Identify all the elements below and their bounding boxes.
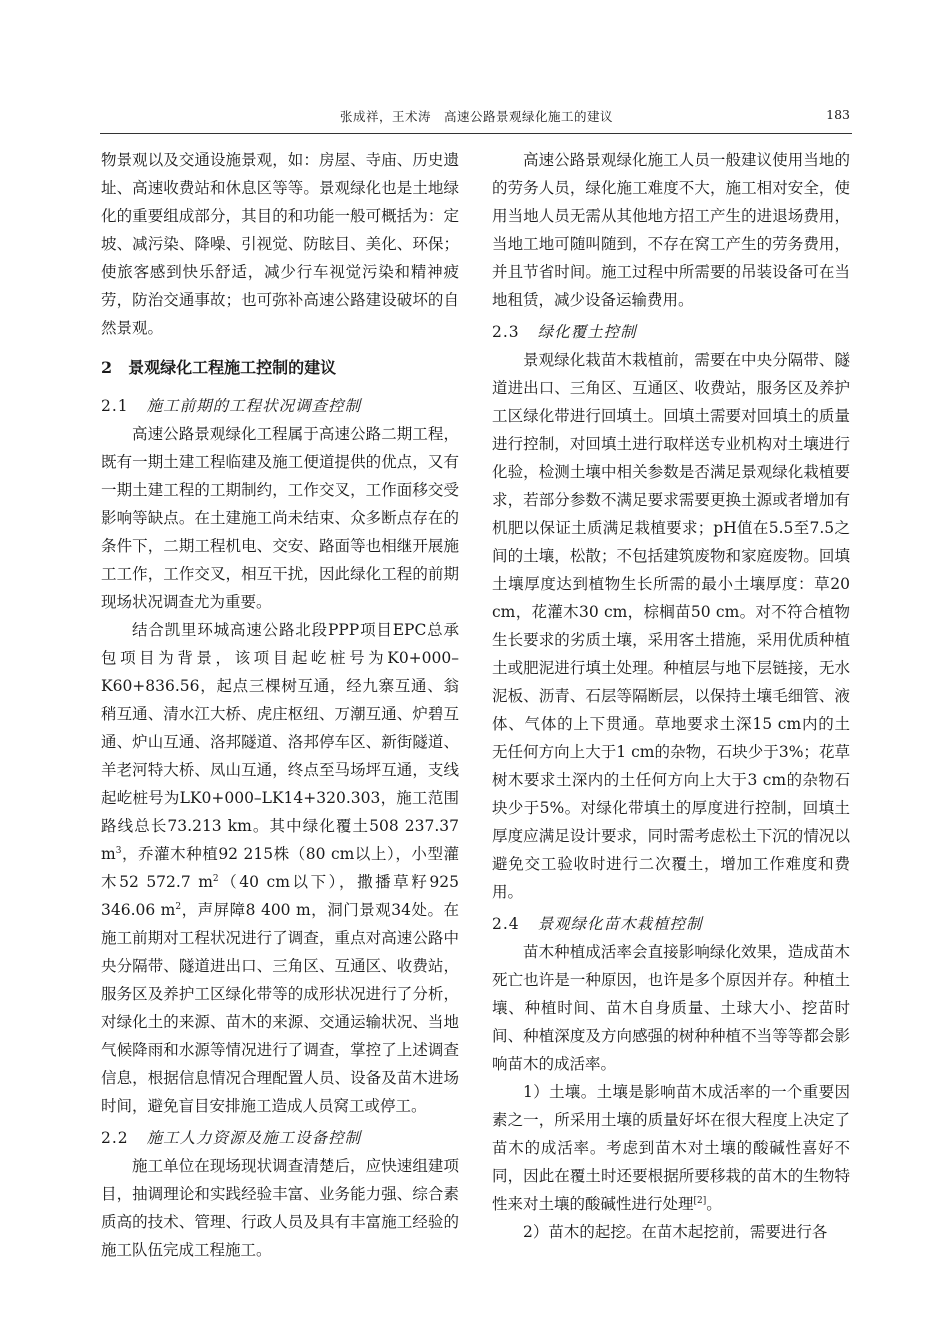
paragraph: 景观绿化栽苗木栽植前，需要在中央分隔带、隧道进出口、三角区、互通区、收费站，服务区及养护工区绿化带进行回填土。回填土需要对回填土的质量进行控制，对回填土进行取样送专业机构对土壤进行化验，检测土壤中相关参数是否满足景观绿化栽植要求，若部分参数不满足要求需要更换土源或者增加有机肥以保证土质满足栽植要求；pH值在5.5至7.5之间的土壤，松散；不包括建筑废物和家庭废物。回填土壤厚度达到植物生长所需的最小土壤厚度：草20 cm，花灌木30 cm，棕榈苗50 cm。对不符合植物生长要求的劣质土壤，采用客土措施，采用优质种植土或肥泥进行填土处理。种植层与地下层链接，无水泥板、沥青、石层等隔断层，以保持土壤毛细管、液体、气体的上下贯通。草地要求土深15 cm内的土无任何方向上大于1 cm的杂物，石块少于3%；花草树木要求土深内的土任何方向上大于3 cm的杂物石块少于5%。对绿化带填土的厚度进行控制，回填土厚度应满足设计要求，同时需考虑松土下沉的情况以避免交工验收时进行二次覆土，增加工作难度和费用。 (492, 351, 850, 901)
paragraph-text: 1）土壤。土壤是影响苗木成活率的一个重要因素之一，所采用土壤的质量好坏在很大程度上决定了苗木的成活率。考虑到苗木对土壤的酸碱性喜好不同，因此在覆土时还要根据所要移栽的苗木的生物特性来对土壤的酸碱性进行处理 (492, 1083, 850, 1213)
subsection-number: 2.3 (492, 323, 520, 341)
subsection-number: 2.2 (101, 1129, 129, 1147)
paragraph: 2）苗木的起挖。在苗木起挖前，需要进行各 (523, 1223, 828, 1241)
paragraph-text: 。 (706, 1195, 722, 1213)
paragraph: 施工单位在现场现状调查清楚后，应快速组建项目，抽调理论和实践经验丰富、业务能力强、综合素质高的技术、管理、行政人员及具有丰富施工经验的施工队伍完成工程施工。 (101, 1157, 459, 1259)
subsection-title: 绿化覆土控制 (537, 323, 637, 341)
subsection-heading-2-1 (101, 392, 459, 420)
left-column (101, 146, 459, 1264)
superscript: 2 (212, 873, 219, 884)
subsection-heading-2-3 (492, 318, 850, 346)
subsection-title: 施工前期的工程状况调查控制 (146, 397, 362, 415)
subsection-title: 施工人力资源及施工设备控制 (146, 1129, 362, 1147)
page-number: 183 (826, 107, 850, 122)
citation-ref: [2] (693, 1195, 707, 1206)
paragraph: 高速公路景观绿化工程属于高速公路二期工程，既有一期土建工程临建及施工便道提供的优点，又有一期土建工程的工期制约，工作交叉，工作面移交受影响等缺点。在土建施工尚未结束、众多断点存在的条件下，二期工程机电、交安、路面等也相继开展施工工作，工作交叉，相互干扰，因此绿化工程的前期现场状况调查尤为重要。 (101, 425, 459, 611)
paragraph-text: （40 cm以下），撒播草籽925 346.06 m (101, 873, 459, 919)
paragraph-text: ，乔灌木种植92 215株（80 cm以上），小型灌木52 572.7 m (101, 845, 459, 891)
subsection-number: 2.4 (492, 915, 520, 933)
subsection-heading-2-2 (101, 1124, 459, 1152)
paragraph (101, 616, 459, 1120)
subsection-heading-2-4 (492, 910, 850, 938)
subsection-title: 景观绿化苗木栽植控制 (537, 915, 703, 933)
subsection-number: 2.1 (101, 397, 129, 415)
right-column (492, 146, 850, 1246)
paragraph (492, 1078, 850, 1218)
paragraph-text: 结合凯里环城高速公路北段PPP项目EPC总承包项目为背景，该项目起屹桩号为K0+000–K60+836.56，起点三棵树互通，经九寨互通、翁稍互通、清水江大桥、虎庄枢纽、万潮互通、炉碧互通、炉山互通、洛邦隧道、洛邦停车区、新街隧道、羊老河特大桥、凤山互通，终点至马场坪互通，支线起屹桩号为LK0+000–LK14+320.303，施工范围路线总长73.213 km。其中绿化覆土508 237.37 m (101, 621, 459, 863)
paragraph-text: ，声屏障8 400 m，洞门景观34处。在施工前期对工程状况进行了调查，重点对高速公路中央分隔带、隧道进出口、三角区、互通区、收费站，服务区及养护工区绿化带等的成形状况进行了分析，对绿化土的来源、苗木的来源、交通运输状况、当地气候降雨和水源等情况进行了调查，掌控了上述调查信息，根据信息情况合理配置人员、设备及苗木进场时间，避免盲目安排施工造成人员窝工或停工。 (101, 901, 459, 1115)
superscript: 2 (175, 901, 182, 912)
paragraph: 苗木种植成活率会直接影响绿化效果，造成苗木死亡也许是一种原因，也许是多个原因并存。种植土壤、种植时间、苗木自身质量、土球大小、挖苗时间、种植深度及方向感强的树种种植不当等等都会影响苗木的成活率。 (492, 943, 850, 1073)
running-title: 张成祥，王术涛 高速公路景观绿化施工的建议 (340, 109, 614, 124)
header-rule (100, 133, 852, 134)
section-heading-2: 2 景观绿化工程施工控制的建议 (101, 358, 337, 377)
paragraph: 物景观以及交通设施景观，如：房屋、寺庙、历史遗址、高速收费站和休息区等等。景观绿化也是土地绿化的重要组成部分，其目的和功能一般可概括为：定坡、减污染、降噪、引视觉、防眩目、美化、环保；使旅客感到快乐舒适，减少行车视觉污染和精神疲劳，防治交通事故；也可弥补高速公路建设破坏的自然景观。 (101, 151, 459, 337)
running-header (100, 104, 852, 130)
superscript: 3 (115, 845, 122, 856)
paragraph: 高速公路景观绿化施工人员一般建议使用当地的的劳务人员，绿化施工难度不大，施工相对安全，使用当地人员无需从其他地方招工产生的进退场费用，当地工地可随叫随到，不存在窝工产生的劳务费用，并且节省时间。施工过程中所需要的吊装设备可在当地租赁，减少设备运输费用。 (492, 151, 850, 309)
